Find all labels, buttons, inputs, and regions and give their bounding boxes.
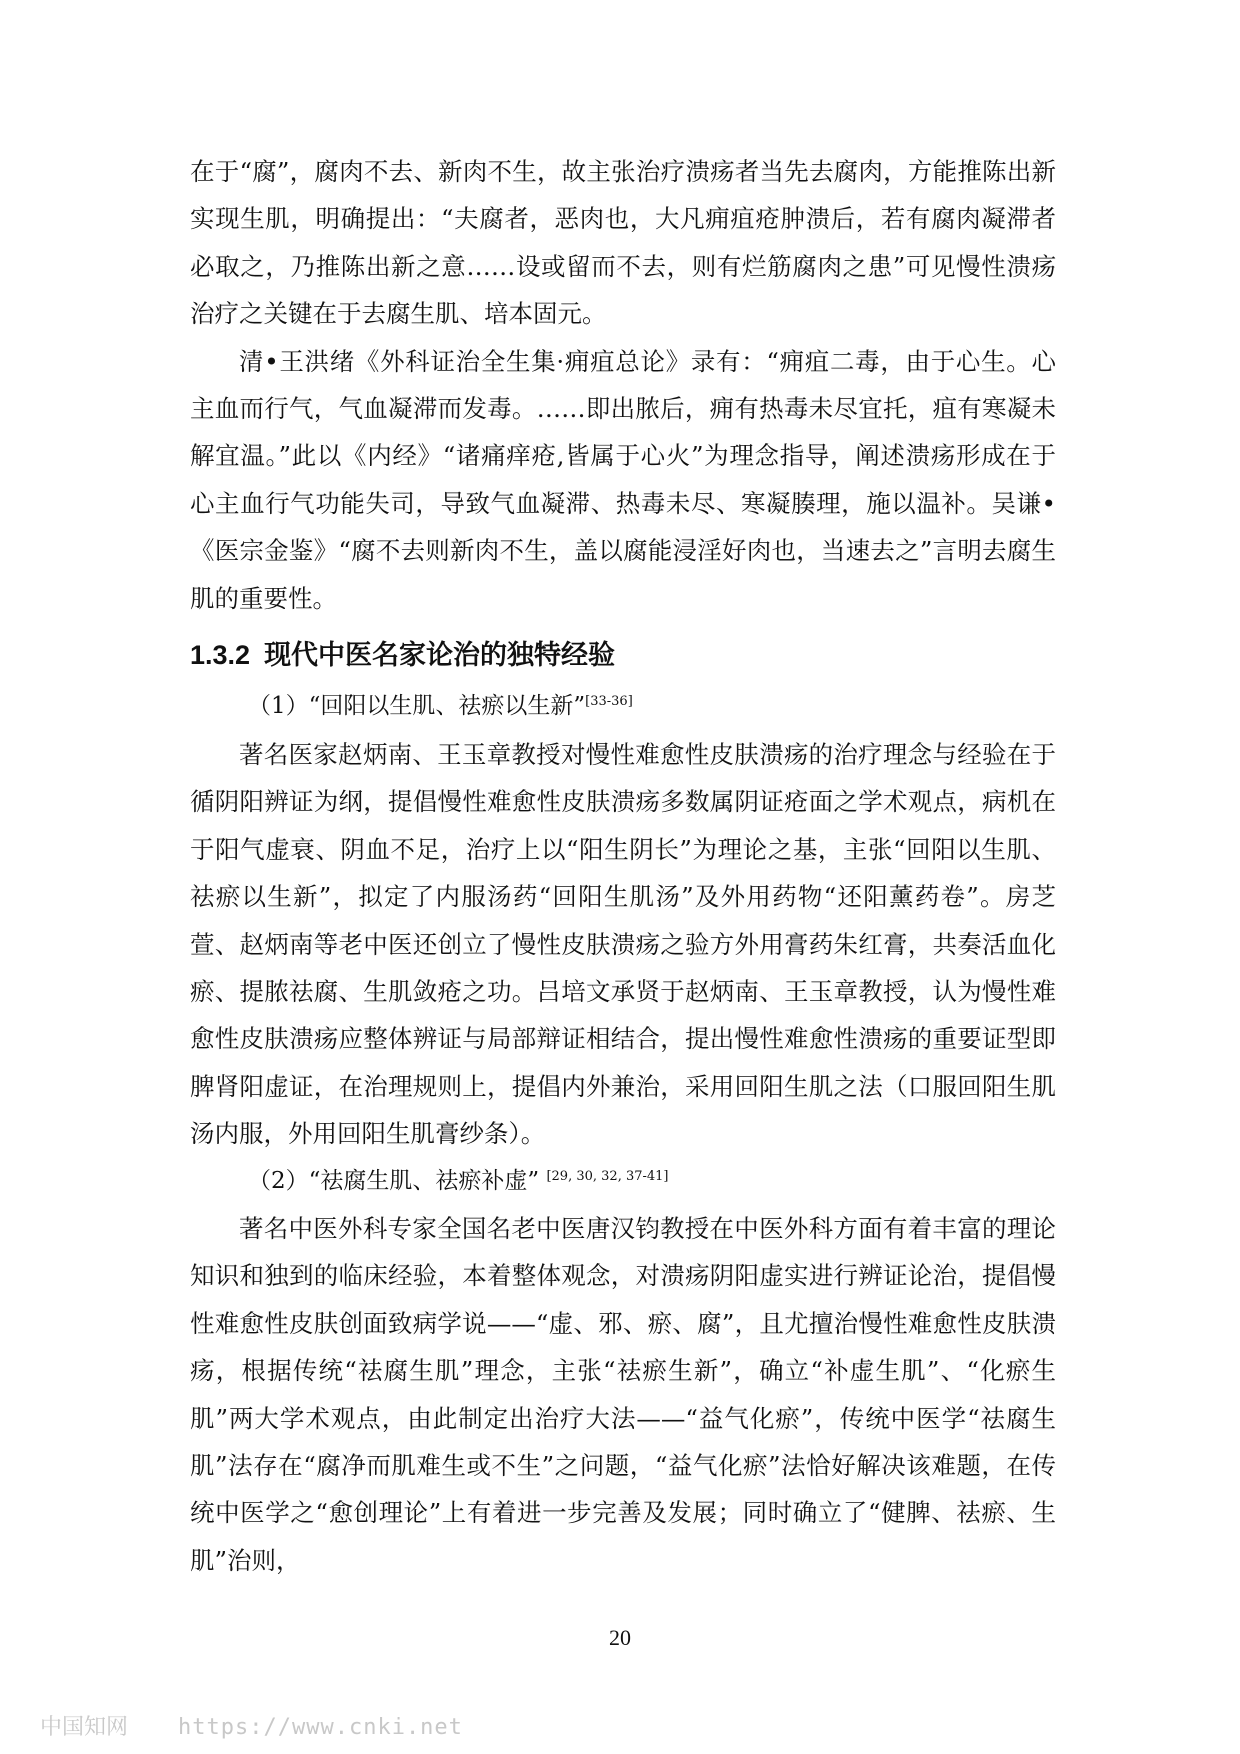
page-body [190,148,1056,1584]
watermark-brand: 中国知网 [40,1715,129,1740]
body-paragraph: 在于“腐”，腐肉不去、新肉不生，故主张治疗溃疡者当先去腐肉，方能推陈出新实现生肌，明确提出：“夫腐者，恶肉也，大凡痈疽疮肿溃后，若有腐肉凝滞者必取之，乃推陈出新之意……设或留而不去，则有烂筋腐肉之患”可见慢性溃疡治疗之关键在于去腐生肌、培本固元。 [190,157,1056,329]
body-paragraph: 著名中医外科专家全国名老中医唐汉钧教授在中医外科方面有着丰富的理论知识和独到的临床经验，本着整体观念，对溃疡阴阳虚实进行辨证论治，提倡慢性难愈性皮肤创面致病学说——“虚、邪、瘀、腐”，且尤擅治慢性难愈性皮肤溃疡，根据传统“祛腐生肌”理念，主张“祛瘀生新”，确立“补虚生肌”、“化瘀生肌”两大学术观点，由此制定出治疗大法——“益气化瘀”，传统中医学“祛腐生肌”法存在“腐净而肌难生或不生”之问题，“益气化瘀”法恰好解决该难题，在传统中医学之“愈创理论”上有着进一步完善及发展；同时确立了“健脾、祛瘀、生肌”治则， [190,1213,1056,1575]
body-paragraph: 著名医家赵炳南、王玉章教授对慢性难愈性皮肤溃疡的治疗理念与经验在于循阴阳辨证为纲，提倡慢性难愈性皮肤溃疡多数属阴证疮面之学术观点，病机在于阳气虚衰、阴血不足，治疗上以“阳生阴长”为理论之基，主张“回阳以生肌、祛瘀以生新”，拟定了内服汤药“回阳生肌汤”及外用药物“还阳薰药卷”。房芝萱、赵炳南等老中医还创立了慢性皮肤溃疡之验方外用膏药朱红膏，共奏活血化瘀、提脓祛腐、生肌敛疮之功。吕培文承贤于赵炳南、王玉章教授，认为慢性难愈性皮肤溃疡应整体辨证与局部辩证相结合，提出慢性难愈性溃疡的重要证型即脾肾阳虚证，在治理规则上，提倡内外兼治，采用回阳生肌之法（口服回阳生肌汤内服，外用回阳生肌膏纱条）。 [190,739,1056,1149]
section-heading [190,632,1056,679]
citation-ref: [33-36] [585,694,633,710]
body-paragraph: 清•王洪绪《外科证治全生集·痈疽总论》录有：“痈疽二毒，由于心生。心主血而行气，气血凝滞而发毒。……即出脓后，痈有热毒未尽宜托，疽有寒凝未解宜温。”此以《内经》“诸痛痒疮,皆属于心火”为理念指导，阐述溃疡形成在于心主血行气功能失司，导致气血凝滞、热毒未尽、寒凝腠理，施以温补。吴谦•《医宗金鉴》“腐不去则新肉不生，盖以腐能浸淫好肉也，当速去之”言明去腐生肌的重要性。 [190,346,1056,613]
subsection-label [190,1158,1056,1205]
cnki-watermark [40,1710,463,1741]
watermark-url: https://www.cnki.net [178,1715,463,1740]
subsection-label-text: （2）“祛腐生肌、祛瘀补虚” [248,1167,540,1194]
section-number: 1.3.2 [190,640,251,671]
page-number: 20 [609,1625,631,1650]
subsection-label-text: （1）“回阳以生肌、祛瘀以生新” [248,693,586,720]
citation-ref: [29, 30, 32, 37-41] [546,1168,669,1184]
subsection-label [190,683,1056,730]
section-title: 现代中医名家论治的独特经验 [264,640,616,672]
